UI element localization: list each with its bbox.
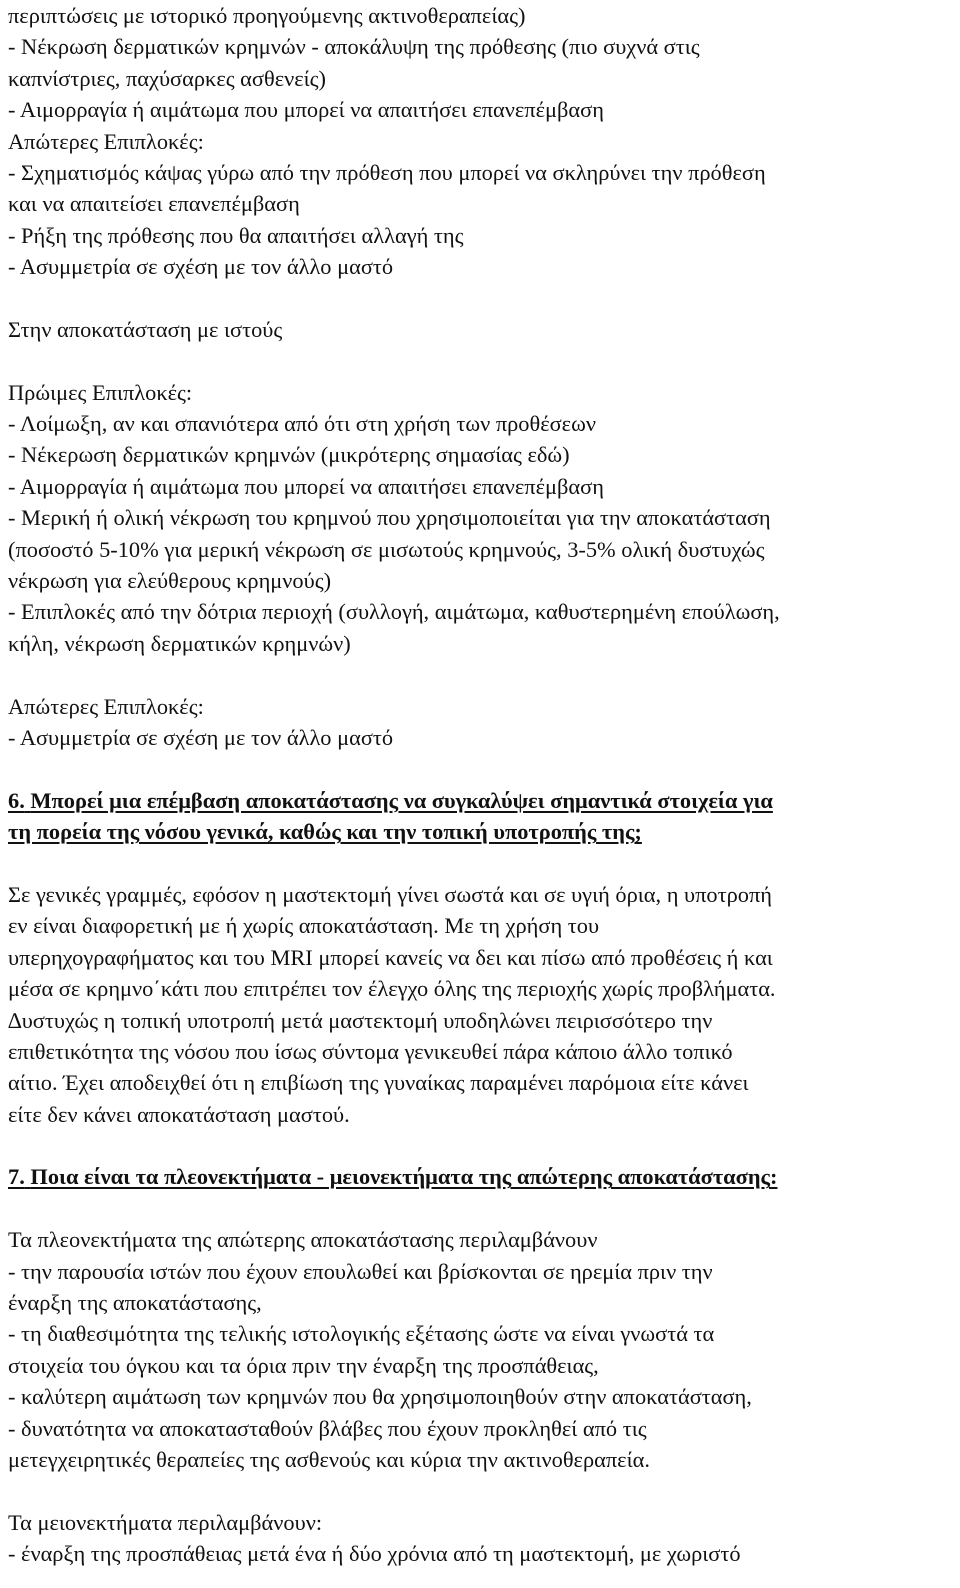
blank-line (8, 659, 954, 690)
text-line: - τη διαθεσιμότητα της τελικής ιστολογικής εξέτασης ώστε να είναι γνωστά τα (8, 1321, 715, 1347)
text-line: - Λοίμωξη, αν και σπανιότερα από ότι στη χρήση των προθέσεων (8, 411, 596, 437)
text-line: - Σχηματισμός κάψας γύρω από την πρόθεση που μπορεί να σκληρύνει την πρόθεση (8, 159, 766, 185)
text-line: και να απαιτείσει επανεπέμβαση (8, 191, 300, 217)
blank-line (8, 283, 954, 314)
text-line: μετεγχειρητικές θεραπείες της ασθενούς και κύρια την ακτινοθεραπεία. (8, 1446, 650, 1472)
section-number: 7. (8, 1164, 25, 1190)
text-line: - Νέκερωση δερματικών κρημνών (μικρότερης σημασίας εδώ) (8, 442, 570, 468)
text-line: υπερηχογραφήματος και του MRI μπορεί κανείς να δει και πίσω από προθέσεις ή και (8, 944, 773, 970)
text-line: (ποσοστό 5-10% για μερική νέκρωση σε μισωτούς κρημνούς, 3-5% ολική δυστυχώς (8, 536, 765, 562)
section-heading (8, 816, 954, 847)
blank-line (8, 848, 954, 879)
blank-line (8, 1475, 954, 1506)
text-line: Απώτερες Επιπλοκές: (8, 693, 204, 719)
blank-line (8, 1193, 954, 1224)
text-line: - Επιπλοκές από την δότρια περιοχή (συλλογή, αιμάτωμα, καθυστερημένη επούλωση, (8, 599, 780, 625)
text-line: είτε δεν κάνει αποκατάσταση μαστού. (8, 1101, 350, 1127)
blank-line (8, 345, 954, 376)
text-line: καπνίστριες, παχύσαρκες ασθενείς) (8, 65, 326, 91)
blank-line (8, 1130, 954, 1161)
text-line: μέσα σε κρημνο΄κάτι που επιτρέπει τον έλεγχο όλης της περιοχής χωρίς προβλήματα. (8, 976, 776, 1002)
text-line: - Μερική ή ολική νέκρωση του κρημνού που χρησιμοποιείται για την αποκατάσταση (8, 505, 771, 531)
text-line: περιπτώσεις με ιστορικό προηγούμενης ακτινοθεραπείας) (8, 3, 526, 28)
text-line: κήλη, νέκρωση δερματικών κρημνών) (8, 630, 351, 656)
section-heading-text: τη πορεία της νόσου γενικά, καθώς και την τοπική υποτροπής της; (8, 819, 642, 845)
section-number: 6. (8, 787, 25, 813)
text-line: στοιχεία του όγκου και τα όρια πριν την έναρξη της προσπάθειας, (8, 1352, 599, 1378)
text-line: - καλύτερη αιμάτωση των κρημνών που θα χρησιμοποιηθούν στην αποκατάσταση, (8, 1384, 752, 1410)
text-line: - Αιμορραγία ή αιμάτωμα που μπορεί να απαιτήσει επανεπέμβαση (8, 97, 604, 123)
section-heading (8, 1161, 954, 1192)
text-line: νέκρωση για ελεύθερους κρημνούς) (8, 568, 332, 594)
text-line: - Ασυμμετρία σε σχέση με τον άλλο μαστό (8, 724, 394, 750)
text-line: Τα μειονεκτήματα περιλαμβάνουν: (8, 1509, 323, 1535)
text-line: Τα πλεονεκτήματα της απώτερης αποκατάστασης περιλαμβάνουν (8, 1227, 598, 1253)
text-line: - Ασυμμετρία σε σχέση με τον άλλο μαστό (8, 254, 394, 280)
text-line: - δυνατότητα να αποκατασταθούν βλάβες που έχουν προκληθεί από τις (8, 1415, 647, 1441)
text-line: - Ρήξη της πρόθεσης που θα απαιτήσει αλλαγή της (8, 222, 464, 248)
text-line: - έναρξη της προσπάθειας μετά ένα ή δύο χρόνια από τη μαστεκτομή, με χωριστό (8, 1541, 741, 1567)
text-line: Απώτερες Επιπλοκές: (8, 128, 204, 154)
text-line: Σε γενικές γραμμές, εφόσον η μαστεκτομή γίνει σωστά και σε υγιή όρια, η υποτροπή (8, 881, 773, 907)
section-heading (8, 785, 954, 816)
text-line: επιθετικότητα της νόσου που ίσως σύντομα γενικευθεί πάρα κάποιο άλλο τοπικό (8, 1038, 733, 1064)
text-line: έναρξη της αποκατάστασης, (8, 1290, 262, 1316)
text-line: - Νέκρωση δερματικών κρημνών - αποκάλυψη της πρόθεσης (πιο συχνά στις (8, 34, 700, 60)
text-line: Στην αποκατάσταση με ιστούς (8, 316, 283, 342)
text-line: αίτιο. Έχει αποδειχθεί ότι η επιβίωση της γυναίκας παραμένει παρόμοια είτε κάνει (8, 1070, 749, 1096)
text-line: - Αιμορραγία ή αιμάτωμα που μπορεί να απαιτήσει επανεπέμβαση (8, 473, 604, 499)
document-page (8, 0, 954, 1570)
text-line: - την παρουσία ιστών που έχουν επουλωθεί και βρίσκονται σε ηρεμία πριν την (8, 1258, 713, 1284)
blank-line (8, 753, 954, 784)
text-line: Πρώιμες Επιπλοκές: (8, 379, 193, 405)
text-line: ∆υστυχώς η τοπική υποτροπή μετά μαστεκτομή υποδηλώνει πειρισσότερο την (8, 1007, 713, 1033)
text-line: εν είναι διαφορετική με ή χωρίς αποκατάσταση. Με τη χρήση του (8, 913, 600, 939)
section-heading-text: Ποια είναι τα πλεονεκτήματα - μειονεκτήματα της απώτερης αποκατάστασης: (30, 1164, 778, 1190)
section-heading-text: Μπορεί μια επέμβαση αποκατάστασης να συγκαλύψει σημαντικά στοιχεία για (30, 787, 773, 813)
